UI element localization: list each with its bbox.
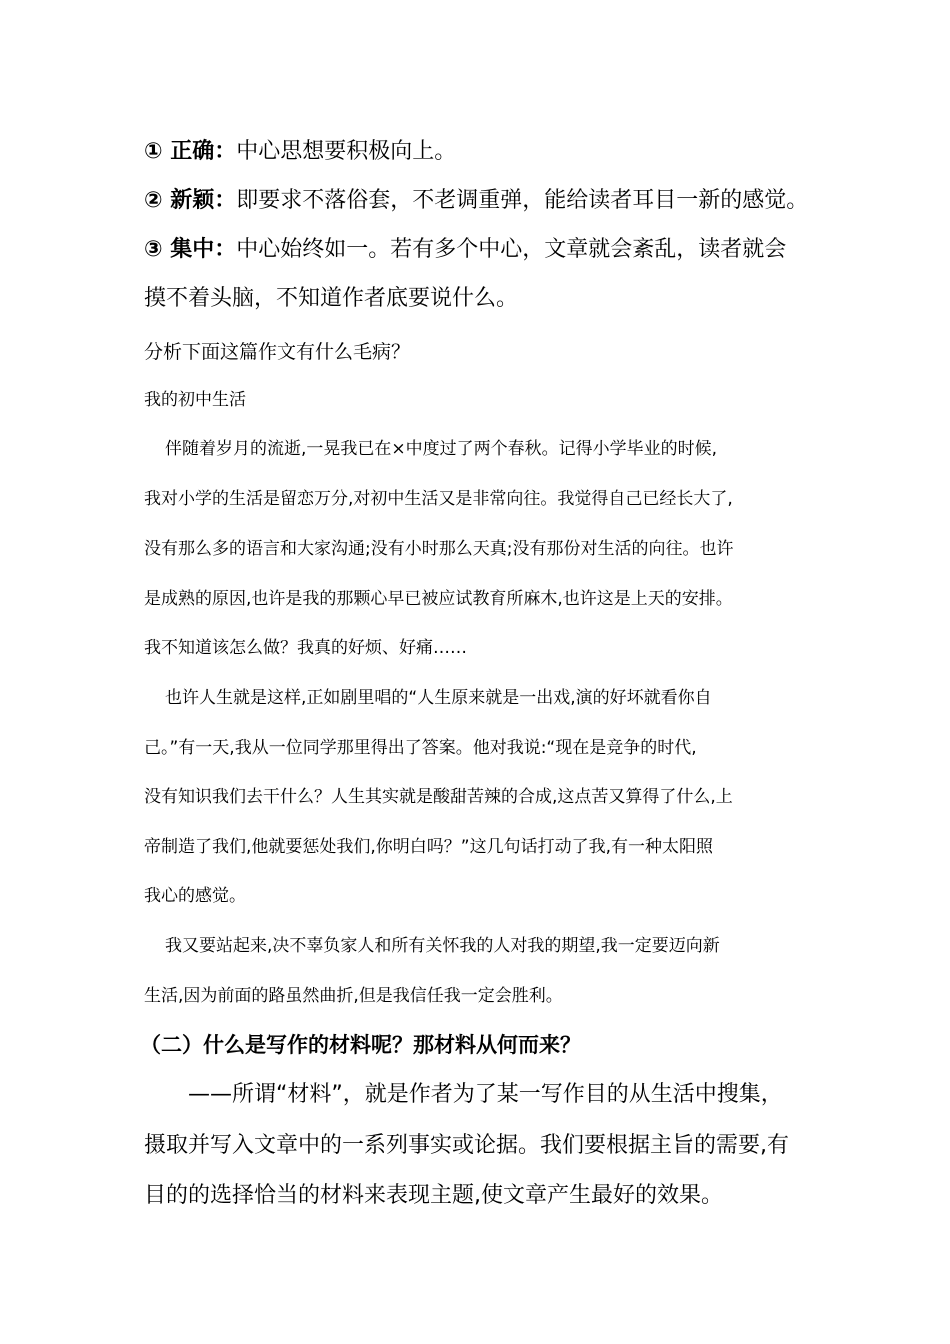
section-line: 目的的选择恰当的材料来表现主题,使文章产生最好的效果。: [144, 1183, 723, 1208]
essay-line: 我对小学的生活是留恋万分,对初中生活又是非常向往。我觉得自己已经长大了,: [144, 489, 733, 509]
essay-line: 伴随着岁月的流逝,一晃我已在×中度过了两个春秋。记得小学毕业的时候,: [165, 439, 718, 459]
analysis-prompt: 分析下面这篇作文有什么毛病？: [144, 341, 411, 363]
point-text: 中心思想要积极向上。: [236, 139, 457, 164]
essay-line: 我不知道该怎么做？我真的好烦、好痛……: [144, 638, 467, 658]
point-label: ① 正确：: [144, 139, 237, 164]
point-text: 中心始终如一。若有多个中心，文章就会紊乱，读者就会: [236, 237, 787, 262]
point-correct: [144, 137, 456, 167]
essay-line: 没有知识我们去干什么？人生其实就是酸甜苦辣的合成,这点苦又算得了什么,上: [144, 787, 733, 807]
point-label: ③ 集中：: [144, 237, 237, 262]
essay-title: 我的初中生活: [144, 390, 246, 410]
essay-line: 我又要站起来,决不辜负家人和所有关怀我的人对我的期望,我一定要迈向新: [165, 936, 720, 956]
section-line: ——所谓“材料”，就是作者为了某一写作目的从生活中搜集，: [188, 1082, 783, 1107]
section-heading: （二）什么是写作的材料呢？那材料从何而来？: [140, 1033, 581, 1057]
point-label: ② 新颖：: [144, 188, 237, 213]
point-novel: [144, 186, 808, 216]
section-line: 摄取并写入文章中的一系列事实或论据。我们要根据主旨的需要,有: [144, 1133, 789, 1158]
essay-line: 己。”有一天,我从一位同学那里得出了答案。他对我说:“现在是竞争的时代,: [144, 738, 697, 758]
point-text: 即要求不落俗套，不老调重弹，能给读者耳目一新的感觉。: [236, 188, 809, 213]
essay-line: 我心的感觉。: [144, 886, 246, 906]
essay-line: 生活,因为前面的路虽然曲折,但是我信任我一定会胜利。: [144, 986, 563, 1006]
essay-line: 也许人生就是这样,正如剧里唱的“人生原来就是一出戏,演的好坏就看你自: [165, 688, 712, 708]
essay-line: 帝制造了我们,他就要惩处我们,你明白吗？”这几句话打动了我,有一种太阳照: [144, 837, 714, 857]
point-focused: [144, 235, 786, 265]
essay-line: 是成熟的原因,也许是我的那颗心早已被应试教育所麻木,也许这是上天的安排。: [144, 589, 733, 609]
essay-line: 没有那么多的语言和大家沟通;没有小时那么天真;没有那份对生活的向往。也许: [144, 539, 734, 559]
point-focused-continued: 摸不着头脑，不知道作者底要说什么。: [144, 286, 519, 311]
